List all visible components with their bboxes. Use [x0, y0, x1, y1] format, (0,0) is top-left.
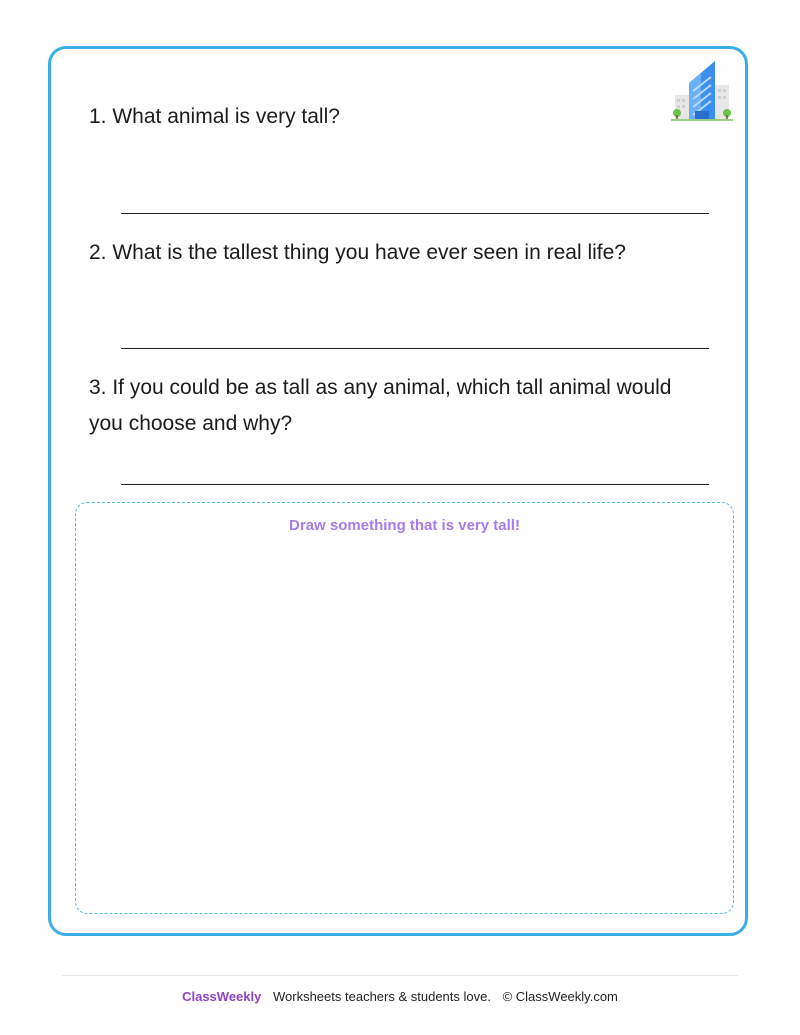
question-1: 1. What animal is very tall? — [89, 105, 340, 128]
question-2: 2. What is the tallest thing you have ever seen in real life? — [89, 241, 626, 264]
drawing-area[interactable] — [75, 502, 734, 914]
answer-line-2[interactable] — [121, 348, 709, 349]
drawing-prompt: Draw something that is very tall! — [289, 517, 520, 534]
footer-tagline: Worksheets teachers & students love. — [272, 989, 491, 1004]
question-3: 3. If you could be as tall as any animal, which tall animal would you choose and why? — [89, 376, 672, 435]
worksheet-frame — [48, 46, 748, 936]
skyscraper-icon — [671, 55, 733, 121]
footer-brand: ClassWeekly — [182, 989, 262, 1004]
footer-copyright: © ClassWeekly.com — [502, 989, 618, 1004]
answer-line-3[interactable] — [121, 484, 709, 485]
answer-line-1[interactable] — [121, 213, 709, 214]
footer-divider — [62, 975, 738, 976]
footer — [0, 989, 800, 1004]
